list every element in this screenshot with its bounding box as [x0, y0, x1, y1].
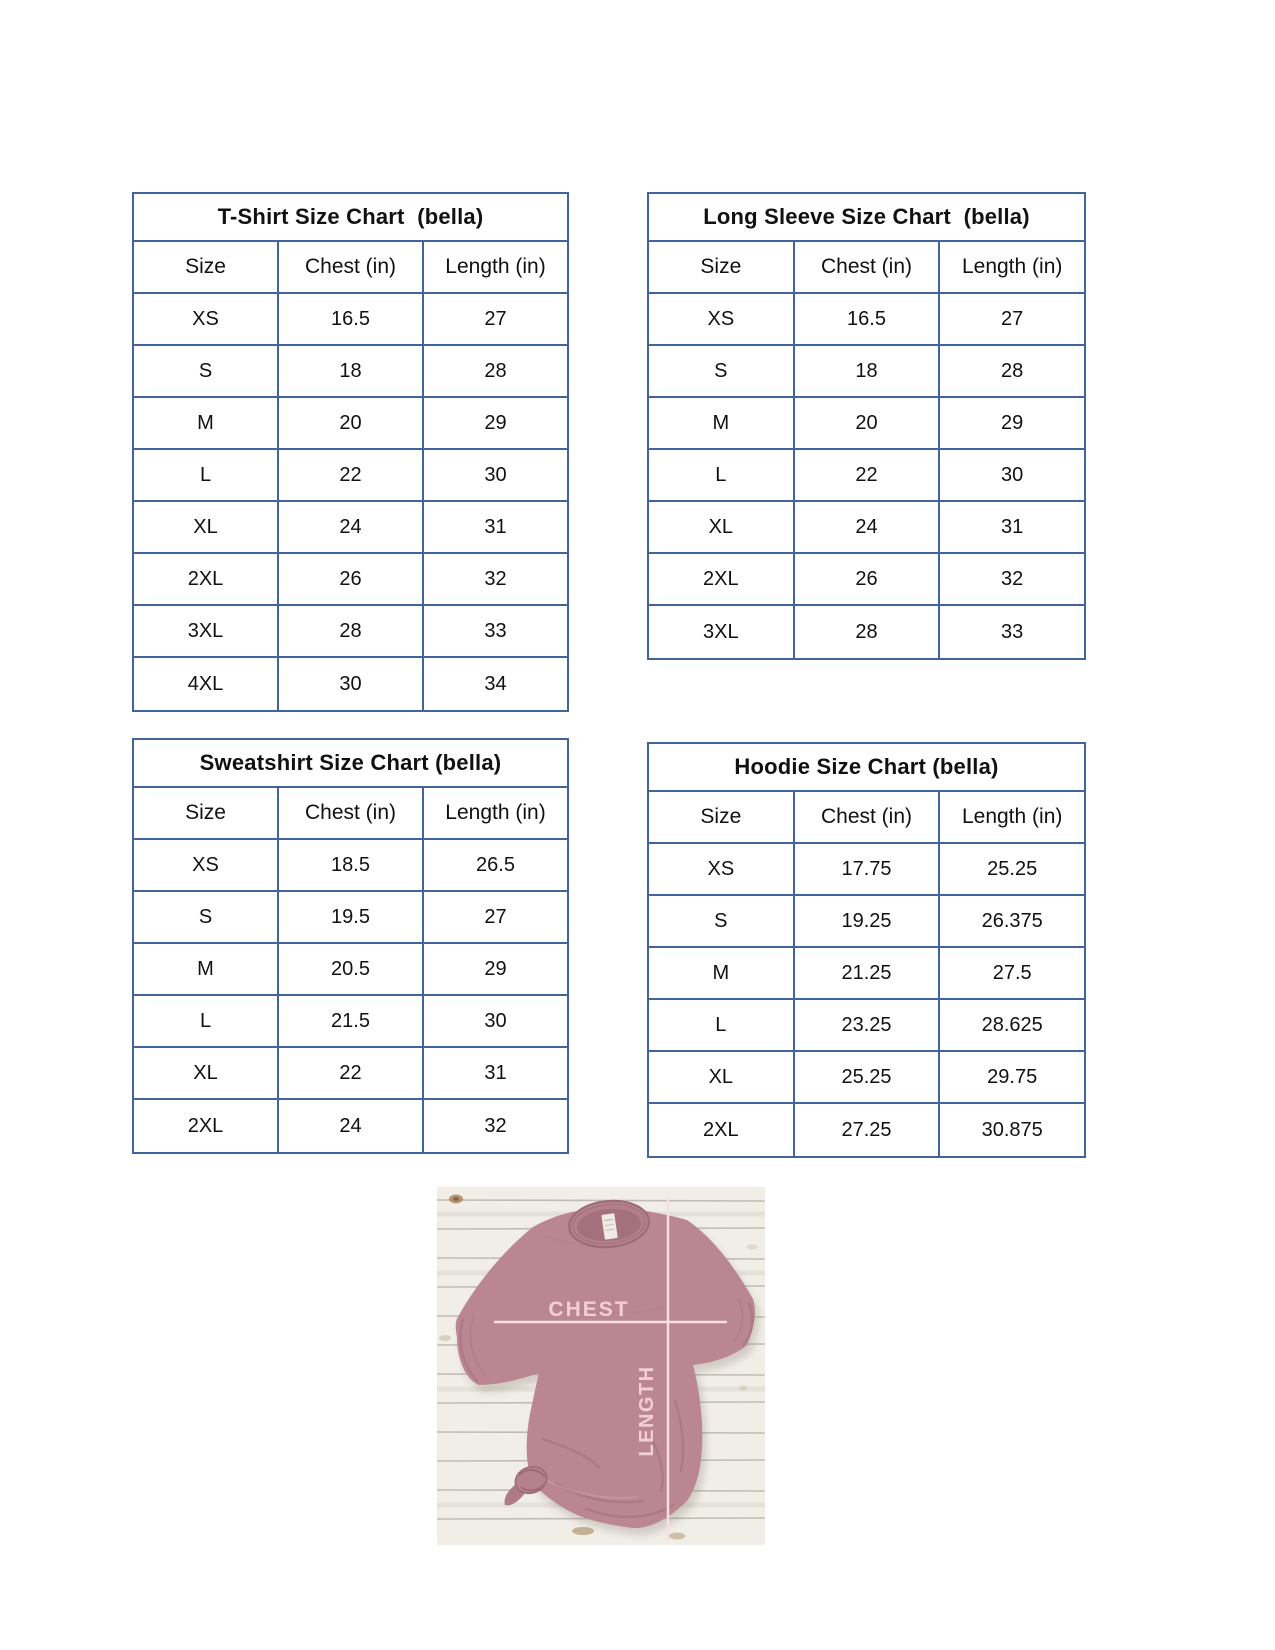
tshirt-cell-3-1: 22 [279, 450, 424, 500]
hoodie-cell-1-1: 19.25 [795, 896, 941, 946]
tshirt-row-m [134, 398, 567, 450]
long-sleeve-cell-6-1: 28 [795, 606, 941, 658]
hoodie-table-title: Hoodie Size Chart (bella) [649, 744, 1084, 792]
hoodie-header-row [649, 792, 1084, 844]
sweatshirt-cell-4-1: 22 [279, 1048, 424, 1098]
long-sleeve-row-2xl [649, 554, 1084, 606]
long-sleeve-cell-5-2: 32 [1001, 567, 1024, 590]
tshirt-header-col-0: Size [134, 242, 279, 292]
long-sleeve-cell-0-1: 16.5 [795, 294, 941, 344]
sweatshirt-cell-5-0: 2XL [134, 1100, 279, 1152]
long-sleeve-cell-1-1: 18 [795, 346, 941, 396]
long-sleeve-cell-3-1: 22 [795, 450, 941, 500]
long-sleeve-cell-3-0: L [649, 450, 795, 500]
tshirt-row-4xl [134, 658, 567, 710]
sweatshirt-row-xs [134, 840, 567, 892]
long-sleeve-cell-0-2: 27 [1001, 307, 1024, 330]
long-sleeve-cell-1-0: S [649, 346, 795, 396]
long-sleeve-cell-5-1: 26 [795, 554, 941, 604]
tshirt-cell-7-1: 30 [279, 658, 424, 710]
sweatshirt-cell-4-0: XL [134, 1048, 279, 1098]
long-sleeve-cell-4-2: 31 [1001, 515, 1024, 538]
hoodie-row-s [649, 896, 1084, 948]
sweatshirt-cell-5-1: 24 [279, 1100, 424, 1152]
hoodie-size-chart-table [647, 742, 1086, 1158]
sweatshirt-size-chart-table [132, 738, 569, 1154]
sweatshirt-cell-0-0: XS [134, 840, 279, 890]
tshirt-cell-5-2: 32 [484, 567, 507, 590]
tshirt-cell-6-1: 28 [279, 606, 424, 656]
tshirt-row-2xl [134, 554, 567, 606]
hoodie-row-2xl [649, 1104, 1084, 1156]
shirt-measurement-photo [437, 1187, 765, 1545]
tshirt-cell-0-2: 27 [484, 307, 507, 330]
long-sleeve-row-s [649, 346, 1084, 398]
tshirt-cell-4-2: 31 [484, 515, 507, 538]
tshirt-cell-2-2: 29 [484, 411, 507, 434]
sweatshirt-cell-0-1: 18.5 [279, 840, 424, 890]
hoodie-cell-1-0: S [649, 896, 795, 946]
hoodie-cell-5-2: 30.875 [981, 1118, 1043, 1141]
sweatshirt-cell-1-0: S [134, 892, 279, 942]
hoodie-cell-1-2: 26.375 [981, 909, 1043, 932]
long-sleeve-cell-2-2: 29 [1001, 411, 1024, 434]
long-sleeve-cell-4-0: XL [649, 502, 795, 552]
sweatshirt-table-title: Sweatshirt Size Chart (bella) [134, 740, 567, 788]
long-sleeve-cell-1-2: 28 [1001, 359, 1024, 382]
sweatshirt-cell-3-2: 30 [484, 1009, 507, 1032]
sweatshirt-cell-2-1: 20.5 [279, 944, 424, 994]
sweatshirt-cell-1-1: 19.5 [279, 892, 424, 942]
hoodie-row-xl [649, 1052, 1084, 1104]
sweatshirt-header-col-1: Chest (in) [279, 788, 424, 838]
tshirt-cell-1-2: 28 [484, 359, 507, 382]
tshirt-row-s [134, 346, 567, 398]
hoodie-header-col-2: Length (in) [961, 805, 1063, 828]
hoodie-cell-5-0: 2XL [649, 1104, 795, 1156]
long-sleeve-header-col-1: Chest (in) [795, 242, 941, 292]
sweatshirt-cell-1-2: 27 [484, 905, 507, 928]
long-sleeve-row-xs [649, 294, 1084, 346]
hoodie-cell-2-1: 21.25 [795, 948, 941, 998]
long-sleeve-header-row [649, 242, 1084, 294]
tshirt-cell-2-1: 20 [279, 398, 424, 448]
hoodie-row-m [649, 948, 1084, 1000]
long-sleeve-row-l [649, 450, 1084, 502]
tshirt-cell-4-1: 24 [279, 502, 424, 552]
chest-label: CHEST [548, 1298, 630, 1321]
long-sleeve-cell-5-0: 2XL [649, 554, 795, 604]
hoodie-row-xs [649, 844, 1084, 896]
tshirt-cell-5-0: 2XL [134, 554, 279, 604]
tshirt-cell-6-0: 3XL [134, 606, 279, 656]
hoodie-cell-0-1: 17.75 [795, 844, 941, 894]
hoodie-cell-4-0: XL [649, 1052, 795, 1102]
tshirt-cell-7-2: 34 [484, 672, 507, 695]
long-sleeve-cell-6-0: 3XL [649, 606, 795, 658]
hoodie-row-l [649, 1000, 1084, 1052]
tshirt-cell-0-0: XS [134, 294, 279, 344]
sweatshirt-row-l [134, 996, 567, 1048]
sweatshirt-cell-3-0: L [134, 996, 279, 1046]
tshirt-size-chart-table [132, 192, 569, 712]
hoodie-cell-4-2: 29.75 [987, 1065, 1038, 1088]
long-sleeve-row-xl [649, 502, 1084, 554]
sweatshirt-cell-0-2: 26.5 [476, 853, 515, 876]
sweatshirt-row-m [134, 944, 567, 996]
hoodie-cell-2-2: 27.5 [992, 961, 1032, 984]
hoodie-cell-5-1: 27.25 [795, 1104, 941, 1156]
tshirt-cell-7-0: 4XL [134, 658, 279, 710]
long-sleeve-header-col-2: Length (in) [961, 255, 1063, 278]
sweatshirt-row-2xl [134, 1100, 567, 1152]
long-sleeve-row-3xl [649, 606, 1084, 658]
sweatshirt-row-xl [134, 1048, 567, 1100]
sweatshirt-cell-5-2: 32 [484, 1114, 507, 1137]
hoodie-cell-2-0: M [649, 948, 795, 998]
sweatshirt-cell-3-1: 21.5 [279, 996, 424, 1046]
tshirt-header-row [134, 242, 567, 294]
hoodie-cell-3-0: L [649, 1000, 795, 1050]
long-sleeve-cell-3-2: 30 [1001, 463, 1024, 486]
tshirt-cell-6-2: 33 [484, 619, 507, 642]
tshirt-header-col-1: Chest (in) [279, 242, 424, 292]
tshirt-cell-0-1: 16.5 [279, 294, 424, 344]
long-sleeve-row-m [649, 398, 1084, 450]
tshirt-cell-3-0: L [134, 450, 279, 500]
sweatshirt-row-s [134, 892, 567, 944]
sweatshirt-header-col-0: Size [134, 788, 279, 838]
hoodie-header-col-1: Chest (in) [795, 792, 941, 842]
hoodie-cell-3-1: 23.25 [795, 1000, 941, 1050]
hoodie-cell-4-1: 25.25 [795, 1052, 941, 1102]
long-sleeve-size-chart-table [647, 192, 1086, 660]
hoodie-cell-0-0: XS [649, 844, 795, 894]
tshirt-row-xs [134, 294, 567, 346]
shirt-measurement-illustration [437, 1187, 765, 1545]
long-sleeve-cell-0-0: XS [649, 294, 795, 344]
tshirt-cell-2-0: M [134, 398, 279, 448]
long-sleeve-table-title: Long Sleeve Size Chart (bella) [649, 194, 1084, 242]
tshirt-header-col-2: Length (in) [445, 255, 546, 278]
long-sleeve-cell-4-1: 24 [795, 502, 941, 552]
hoodie-header-col-0: Size [649, 792, 795, 842]
long-sleeve-cell-6-2: 33 [1001, 620, 1024, 643]
long-sleeve-cell-2-1: 20 [795, 398, 941, 448]
sweatshirt-cell-2-2: 29 [484, 957, 507, 980]
tshirt-row-xl [134, 502, 567, 554]
length-label: LENGTH [636, 1365, 658, 1457]
sweatshirt-cell-2-0: M [134, 944, 279, 994]
tshirt-cell-5-1: 26 [279, 554, 424, 604]
tshirt-table-title: T-Shirt Size Chart (bella) [134, 194, 567, 242]
hoodie-cell-3-2: 28.625 [981, 1013, 1043, 1036]
long-sleeve-cell-2-0: M [649, 398, 795, 448]
tshirt-cell-4-0: XL [134, 502, 279, 552]
tshirt-cell-3-2: 30 [484, 463, 507, 486]
sweatshirt-header-col-2: Length (in) [445, 801, 546, 824]
sweatshirt-cell-4-2: 31 [484, 1061, 507, 1084]
long-sleeve-header-col-0: Size [649, 242, 795, 292]
tshirt-cell-1-0: S [134, 346, 279, 396]
tshirt-row-l [134, 450, 567, 502]
tshirt-cell-1-1: 18 [279, 346, 424, 396]
tshirt-row-3xl [134, 606, 567, 658]
sweatshirt-header-row [134, 788, 567, 840]
hoodie-cell-0-2: 25.25 [987, 857, 1038, 880]
